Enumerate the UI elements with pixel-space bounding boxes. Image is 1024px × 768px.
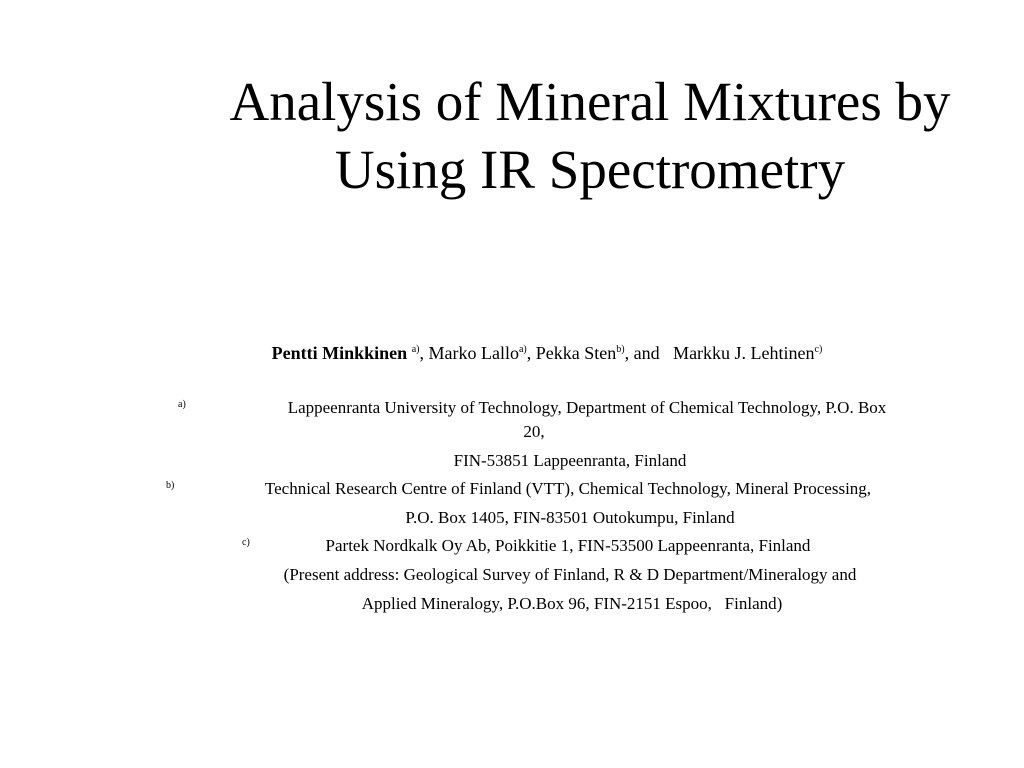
affiliation-b-line-2: P.O. Box 1405, FIN-83501 Outokumpu, Finland	[405, 508, 735, 527]
author-1-name: Pentti Minkkinen	[271, 343, 408, 363]
author-list	[0, 340, 1024, 366]
affiliation-b-marker: b)	[166, 480, 175, 491]
slide-title	[175, 68, 1005, 204]
affiliation-a-line-2: 20,	[523, 422, 545, 441]
author-4-name: , and Markku J. Lehtinen	[624, 343, 815, 363]
title-line-2: Using IR Spectrometry	[334, 139, 846, 200]
affiliation-a-line-1: Lappeenranta University of Technology, Department of Chemical Technology, P.O. Box	[287, 398, 887, 417]
author-3-name: , Pekka Sten	[526, 343, 617, 363]
affiliation-a-line-3: FIN-53851 Lappeenranta, Finland	[453, 451, 687, 470]
author-3-affiliation-marker: b)	[616, 344, 625, 355]
affiliation-c-line-3: Applied Mineralogy, P.O.Box 96, FIN-2151 Espoo, Finland)	[361, 594, 783, 613]
affiliation-b-line-1: Technical Research Centre of Finland (VTT), Chemical Technology, Mineral Processing,	[264, 479, 872, 498]
affiliation-c-marker: c)	[242, 537, 250, 548]
author-1-affiliation-marker: a)	[411, 344, 420, 355]
affiliation-c-line-1: Partek Nordkalk Oy Ab, Poikkitie 1, FIN-53500 Lappeenranta, Finland	[325, 536, 811, 555]
author-2-affiliation-marker: a)	[518, 344, 527, 355]
title-line-1: Analysis of Mineral Mixtures by	[229, 71, 951, 132]
affiliation-a-marker: a)	[178, 399, 186, 410]
author-2-name: , Marko Lallo	[419, 343, 519, 363]
affiliation-c-line-2: (Present address: Geological Survey of Finland, R & D Department/Mineralogy and	[283, 565, 857, 584]
author-4-affiliation-marker: c)	[814, 344, 823, 355]
